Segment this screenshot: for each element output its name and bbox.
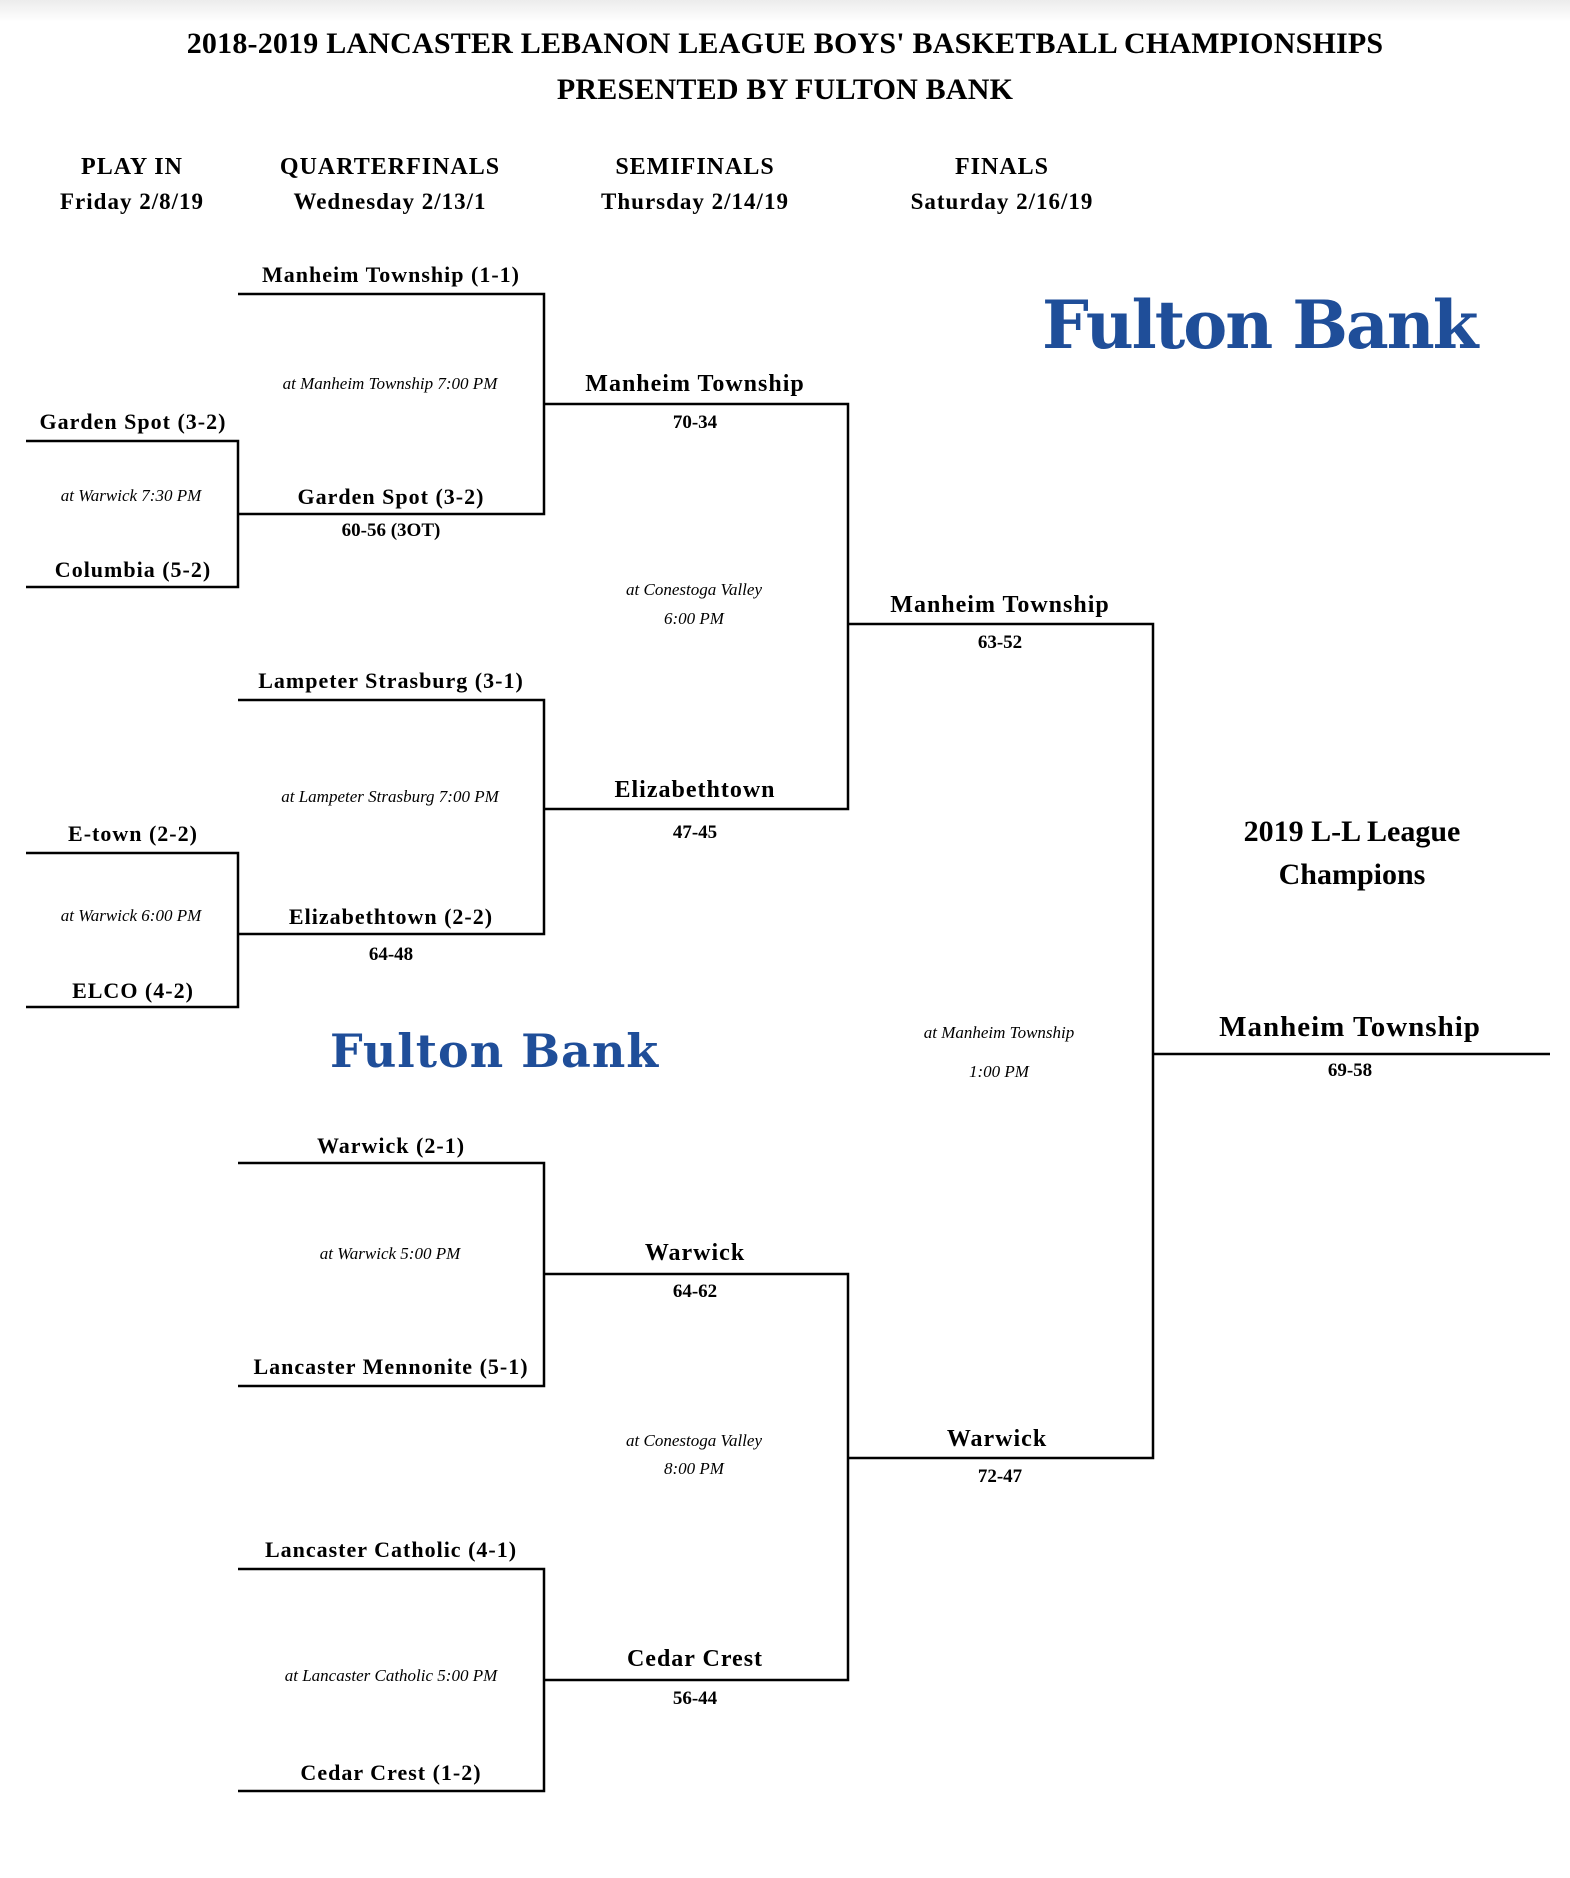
qf-1-team1: Manheim Township (1-1) [262, 262, 520, 287]
playin-2-venue: at Warwick 6:00 PM [60, 906, 202, 925]
sf-venue-2-line1: at Conestoga Valley [626, 1431, 762, 1450]
sf-4-team: Cedar Crest [626, 1646, 764, 1672]
fulton-bank-logo-middle: Fulton Bank [330, 1024, 660, 1078]
sf-venue-1-line2: 6:00 PM [664, 609, 724, 628]
qf-1-score: 60-56 (3OT) [341, 520, 441, 541]
qf-2-team1: Lampeter Strasburg (3-1) [258, 668, 524, 693]
final-1-score: 63-52 [977, 632, 1023, 653]
sf-1-score: 70-34 [672, 412, 718, 433]
page-title: 2018-2019 LANCASTER LEBANON LEAGUE BOYS' BASKETBALL CHAMPIONSHIPS [186, 27, 1384, 60]
qf-2-team2: Elizabethtown (2-2) [288, 904, 494, 929]
final-venue-line2: 1:00 PM [969, 1062, 1029, 1081]
qf-1-team2: Garden Spot (3-2) [297, 484, 485, 509]
playin-1-venue: at Warwick 7:30 PM [60, 486, 202, 505]
qf-2-score: 64-48 [368, 944, 414, 965]
round-name-finals: FINALS [954, 154, 1050, 180]
qf-3-team2: Lancaster Mennonite (5-1) [253, 1354, 529, 1379]
sf-4-score: 56-44 [672, 1688, 718, 1709]
qf-3-team1: Warwick (2-1) [316, 1133, 466, 1158]
sf-2-team: Elizabethtown [614, 777, 776, 803]
final-2-team: Warwick [946, 1426, 1048, 1452]
sf-2-score: 47-45 [672, 822, 718, 843]
sf-3-score: 64-62 [672, 1281, 718, 1302]
final-2-score: 72-47 [977, 1466, 1023, 1487]
champion-team: Manheim Township [1219, 1011, 1481, 1043]
round-date-play-in: Friday 2/8/19 [60, 189, 204, 214]
qf-2-venue: at Lampeter Strasburg 7:00 PM [281, 787, 499, 806]
sf-venue-2-line2: 8:00 PM [664, 1459, 724, 1478]
champion-score: 69-58 [1327, 1060, 1373, 1081]
qf-4-team1: Lancaster Catholic (4-1) [264, 1537, 518, 1562]
playin-1-team1: Garden Spot (3-2) [39, 409, 227, 434]
round-name-quarterfinals: QUARTERFINALS [279, 154, 501, 180]
round-name-play-in: PLAY IN [81, 154, 183, 180]
round-date-quarterfinals: Wednesday 2/13/1 [293, 189, 487, 214]
sf-venue-1-line1: at Conestoga Valley [626, 580, 762, 599]
final-venue-line1: at Manheim Township [923, 1023, 1075, 1042]
qf-3-venue: at Warwick 5:00 PM [319, 1244, 461, 1263]
qf-1-venue: at Manheim Township 7:00 PM [282, 374, 498, 393]
page-subtitle: PRESENTED BY FULTON BANK [556, 73, 1014, 106]
final-1-team: Manheim Township [890, 592, 1110, 618]
round-name-semifinals: SEMIFINALS [615, 154, 775, 180]
sf-1-team: Manheim Township [585, 371, 805, 397]
champion-heading-line2: Champions [1278, 858, 1426, 891]
fulton-bank-logo-top: Fulton Bank [1042, 286, 1477, 364]
qf-1-connector [238, 294, 544, 514]
playin-2-team2: ELCO (4-2) [72, 978, 194, 1003]
qf-4-venue: at Lancaster Catholic 5:00 PM [284, 1666, 498, 1685]
round-date-finals: Saturday 2/16/19 [910, 189, 1094, 214]
playin-1-team2: Columbia (5-2) [54, 557, 212, 582]
champion-heading-line1: 2019 L-L League [1243, 815, 1461, 848]
sf-1-connector [544, 404, 848, 809]
round-date-semifinals: Thursday 2/14/19 [601, 189, 789, 214]
qf-4-team2: Cedar Crest (1-2) [300, 1760, 482, 1785]
qf-2-connector [238, 700, 544, 934]
qf-3-connector [238, 1163, 544, 1386]
playin-2-team1: E-town (2-2) [68, 821, 198, 846]
sf-3-team: Warwick [644, 1240, 746, 1266]
